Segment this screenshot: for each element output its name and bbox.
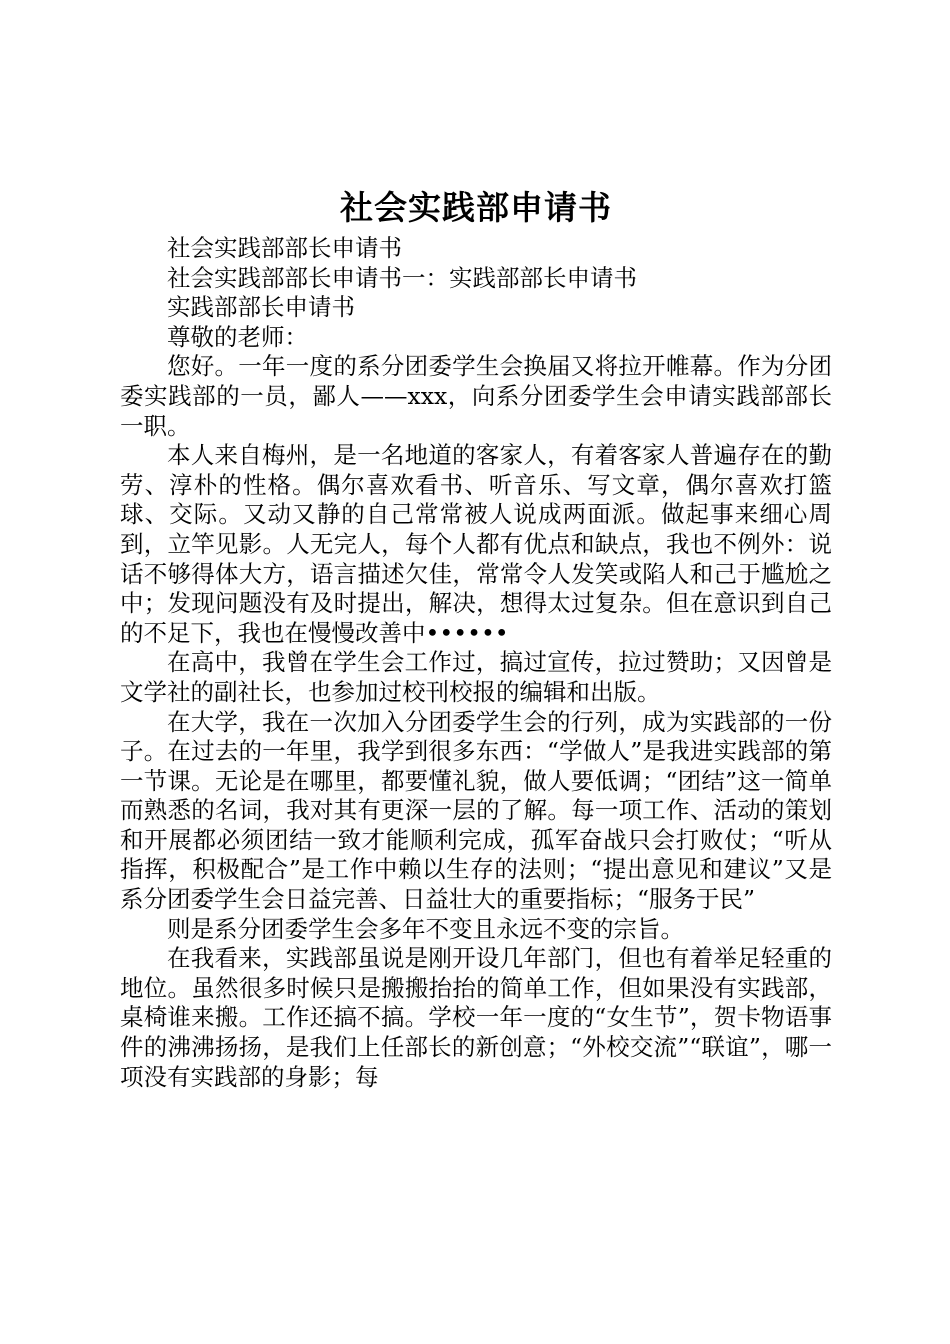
- paragraph: 在高中，我曾在学生会工作过，搞过宣传，拉过赞助；又因曾是文学社的副社长，也参加过校刊校报的编辑和出版。: [120, 648, 832, 706]
- salutation: 尊敬的老师：: [167, 322, 308, 351]
- document-page: [120, 186, 832, 1092]
- paragraph: 您好。一年一度的系分团委学生会换届又将拉开帷幕。作为分团委实践部的一员，鄙人——xxx，向系分团委学生会申请实践部部长一职。: [120, 352, 832, 440]
- paragraph: 社会实践部部长申请书: [167, 234, 402, 262]
- paragraph: 本人来自梅州，是一名地道的客家人，有着客家人普遍存在的勤劳、淳朴的性格。偶尔喜欢看书、听音乐、写文章，偶尔喜欢打篮球、交际。又动又静的自己常常被人说成两面派。做起事来细心周到，立竿见影。人无完人，每个人都有优点和缺点，我也不例外：说话不够得体大方，语言描述欠佳，常常令人发笑或陷人和己于尴尬之中；发现问题没有及时提出，解决，想得太过复杂。但在意识到自己的不足下，我也在慢慢改善中••••••: [120, 441, 832, 647]
- paragraph: 实践部部长申请书: [167, 293, 355, 322]
- paragraph: 在我看来，实践部虽说是刚开设几年部门，但也有着举足轻重的地位。虽然很多时候只是搬搬抬抬的简单工作，但如果没有实践部，桌椅谁来搬。工作还搞不搞。学校一年一度的“女生节”，贺卡物语事件的沸沸扬扬，是我们上任部长的新创意；“外校交流”“联谊”，哪一项没有实践部的身影；每: [120, 944, 832, 1091]
- paragraph: 在大学，我在一次加入分团委学生会的行列，成为实践部的一份子。在过去的一年里，我学到很多东西：“学做人”是我进实践部的第一节课。无论是在哪里，都要懂礼貌，做人要低调；“团结”这一简单而熟悉的名词，我对其有更深一层的了解。每一项工作、活动的策划和开展都必须团结一致才能顺利完成，孤军奋战只会打败仗；“听从指挥，积极配合”是工作中赖以生存的法则；“提出意见和建议”又是系分团委学生会日益完善、日益壮大的重要指标；“服务于民”: [120, 707, 832, 914]
- paragraph: 社会实践部部长申请书一：实践部部长申请书: [167, 263, 637, 292]
- document-title: 社会实践部申请书: [340, 188, 612, 227]
- paragraph: 则是系分团委学生会多年不变且永远不变的宗旨。: [167, 914, 684, 943]
